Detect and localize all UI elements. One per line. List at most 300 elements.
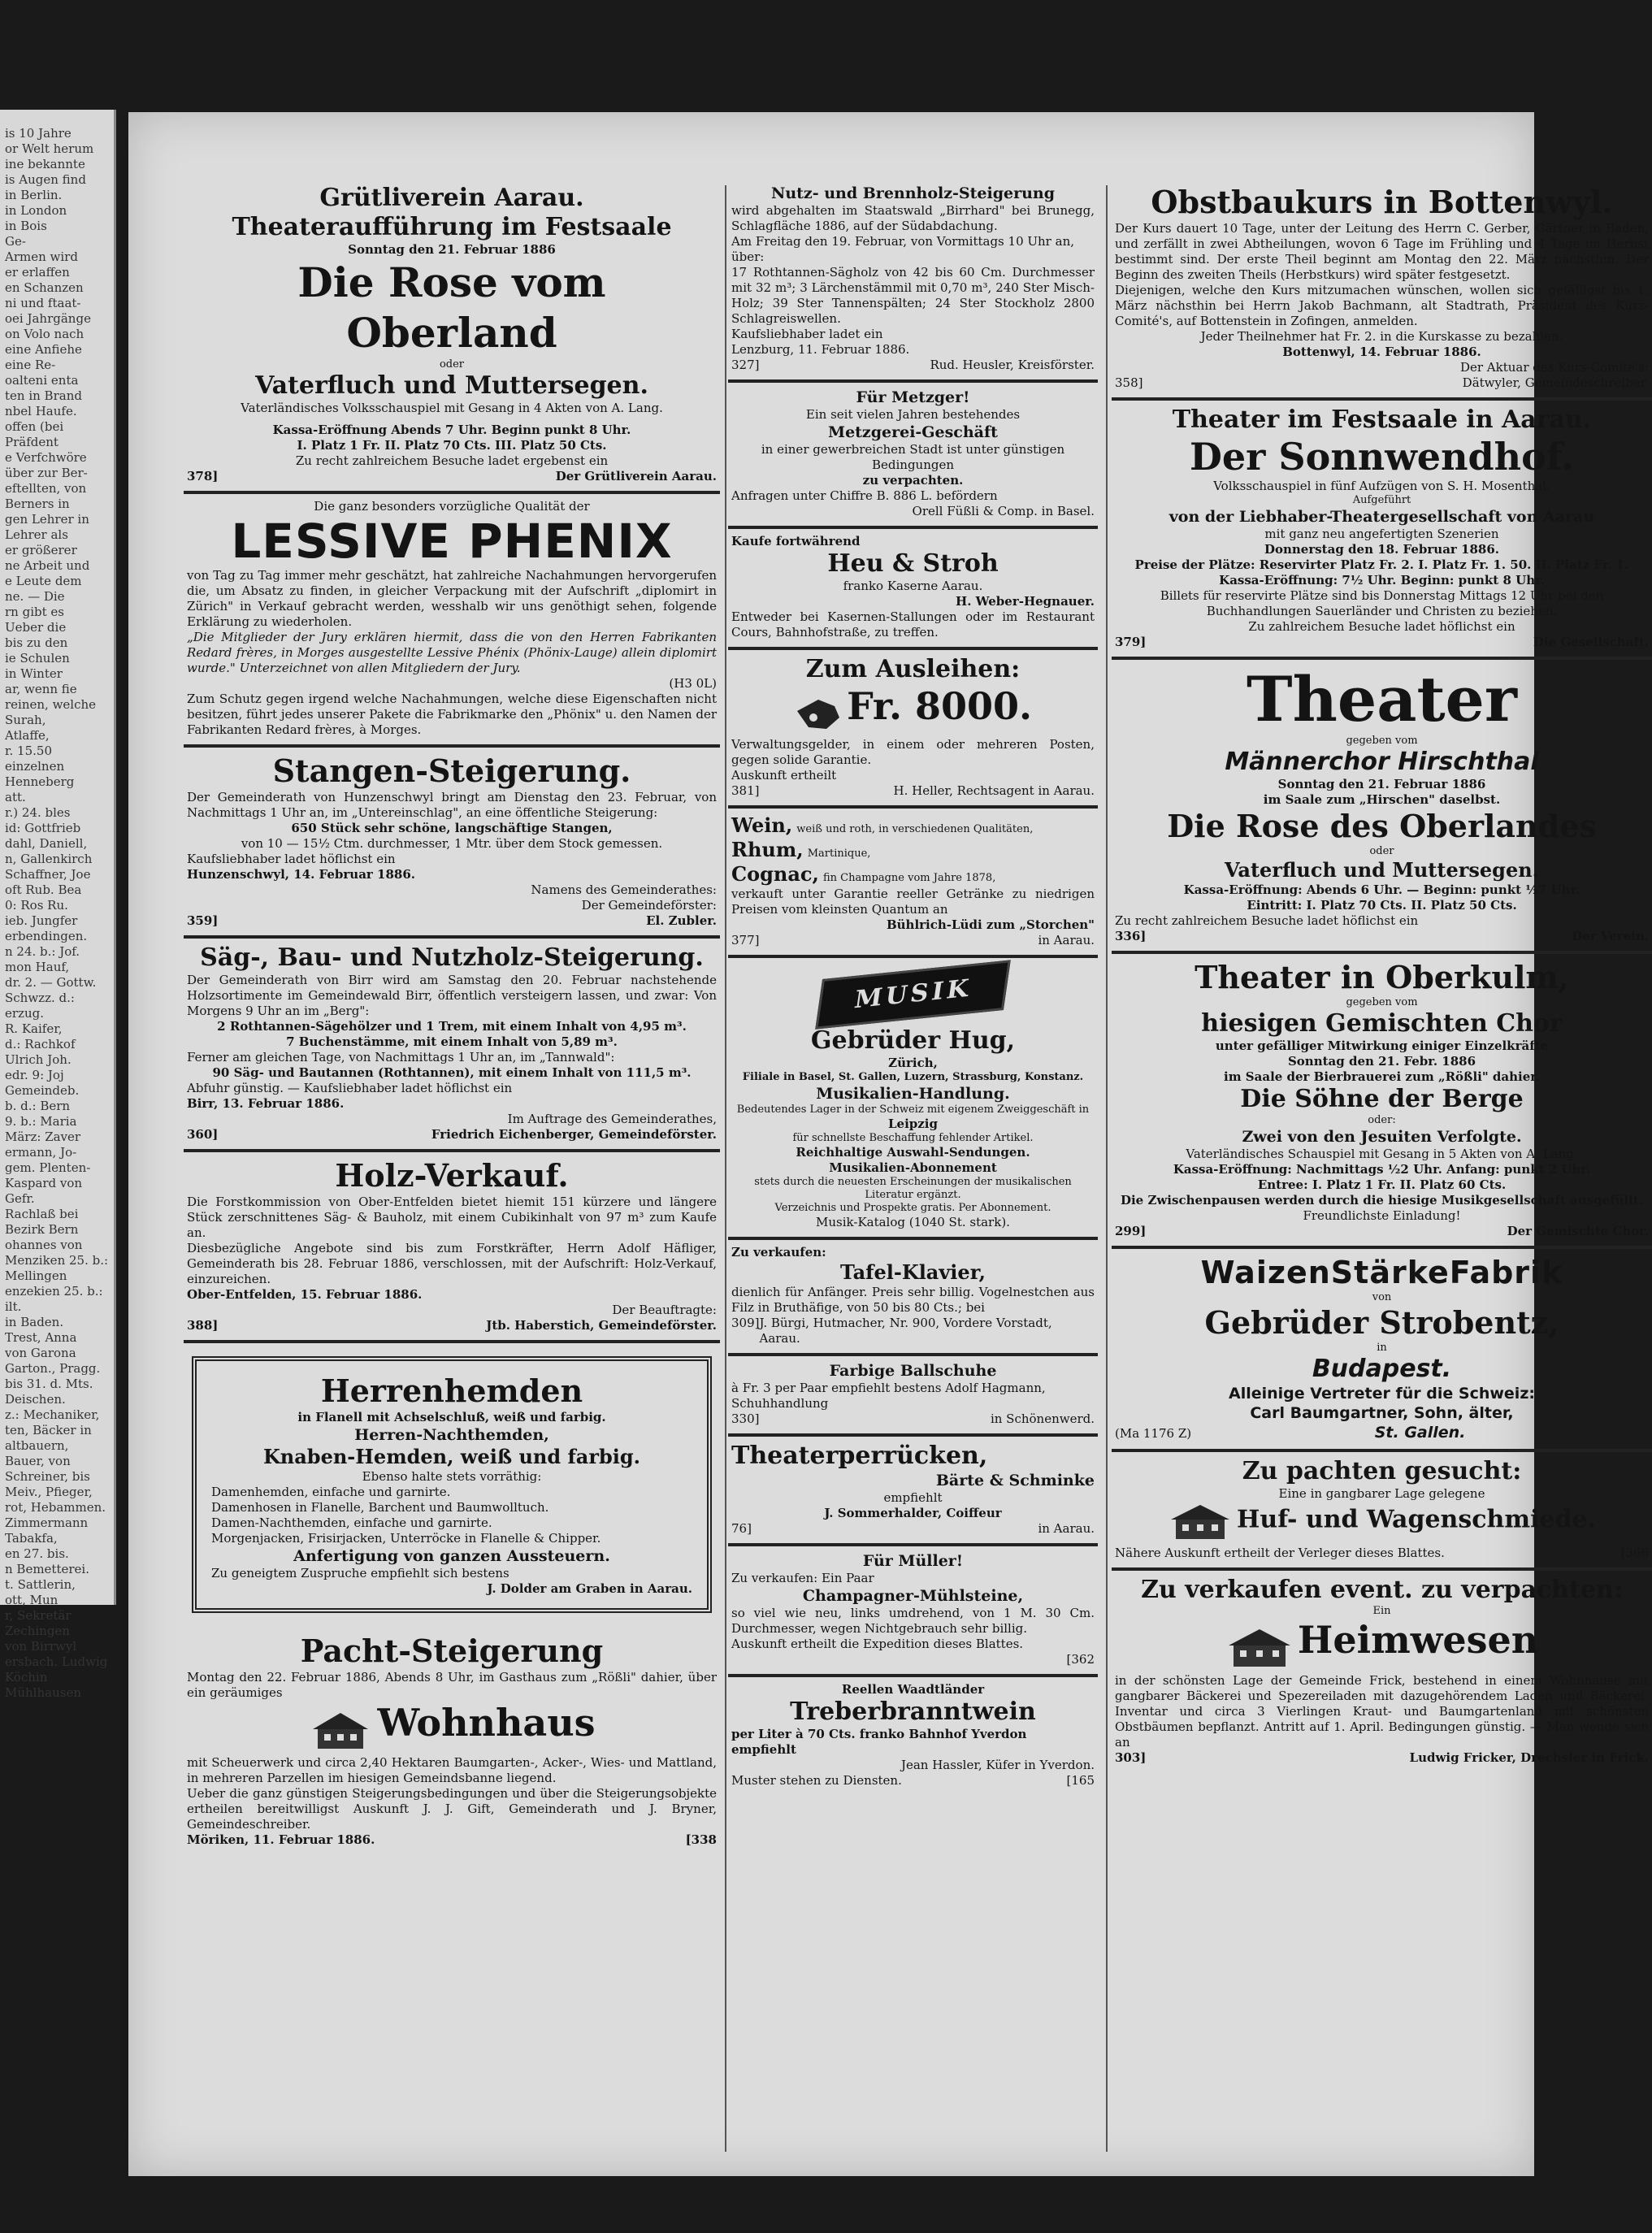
ad-signer: J. Bürgi, Hutmacher, Nr. 900, Vordere Vorstadt, Aarau. xyxy=(759,1315,1052,1346)
prev-page-fragment: Gefr. xyxy=(5,1191,35,1206)
prev-page-fragment: in Winter xyxy=(5,666,63,681)
hand-icon xyxy=(794,695,843,737)
ad-title: Pacht-Steigerung xyxy=(300,1632,604,1669)
ad-agent-city: St. Gallen. xyxy=(1374,1424,1466,1442)
ad-by: Männerchor Hirschthal xyxy=(1225,748,1539,776)
ad-invite: Abfuhr günstig. — Kaufsliebhaber ladet höflichst ein xyxy=(187,1081,513,1095)
ad-signer: J. Dolder am Graben in Aarau. xyxy=(487,1581,692,1596)
ad-city: Zürich, xyxy=(888,1055,938,1070)
prev-page-fragment: bis 31. d. Mts. xyxy=(5,1377,93,1391)
ad-title: WaizenStärkeFabrik xyxy=(1200,1255,1563,1290)
ad-signer: Friedrich Eichenberger, Gemeindeförster. xyxy=(431,1127,717,1142)
prev-page-fragment: n, Gallenkirch xyxy=(5,852,93,866)
prev-page-fragment: nbel Haufe. xyxy=(5,404,77,418)
prev-page-fragment: eftellten, von xyxy=(5,481,87,496)
ad-play: Die Söhne der Berge xyxy=(1240,1085,1524,1113)
prev-page-fragment: in Berlin. xyxy=(5,188,63,202)
ad-times: Kassa-Eröffnung: 7½ Uhr. Beginn: punkt 8 Uhr. xyxy=(1219,573,1545,588)
ad-sub: Bärte & Schminke xyxy=(935,1471,1095,1489)
ad-rep: Alleinige Vertreter für die Schweiz: xyxy=(1229,1385,1535,1403)
prev-page-fragment: b. d.: Bern xyxy=(5,1099,71,1113)
prev-page-fragment: eine Re- xyxy=(5,358,56,372)
ad-body: Entweder bei Kasernen-Stallungen oder im Restaurant Cours, Bahnhofstraße, zu treffen. xyxy=(731,609,1095,640)
prev-page-fragment: Menziken 25. b.: xyxy=(5,1253,109,1268)
ad-ausleihen xyxy=(728,650,1098,809)
ad-line: Musikalien-Abonnement xyxy=(829,1160,997,1175)
ad-body: Der Gemeinderath von Birr wird am Samstag den 20. Februar nachstehende Holzsortimente im Gemeindewald Birr, öffentlich versteigern lassen, und zwar: Von Morgens 9 Uhr an im „Berg": xyxy=(187,973,717,1018)
previous-page-edge xyxy=(0,110,116,1700)
prev-page-fragment: ersbach. Ludwig xyxy=(5,1654,108,1669)
ad-body2: in einer gewerbreichen Stadt ist unter günstigen Bedingungen xyxy=(761,442,1065,472)
ad-number: 327] xyxy=(731,358,760,372)
ad-invite: Zu recht zahlreichem Besuche ladet ergebenst ein xyxy=(295,453,609,468)
ad-billets: Billets für reservirte Plätze sind bis Donnerstag Mittags 12 Uhr bei den Buchhandlungen Sauerländer und Christen zu beziehen. xyxy=(1160,588,1604,618)
ad-place: im Saale der Bierbrauerei zum „Rößli" dahier. xyxy=(1224,1069,1540,1084)
ad-pause: Die Zwischenpausen werden durch die hiesige Musikgesellschaft ausgefüllt. xyxy=(1120,1193,1644,1208)
ad-line: Montag den 22. Februar 1886, Abends 8 Uhr, im Gasthaus zum „Rößli" dahier, über ein geräumiges xyxy=(187,1670,717,1700)
ad-lessive-phenix xyxy=(184,494,720,748)
ad-play: Die Rose des Oberlandes xyxy=(1167,808,1597,844)
ad-signer: Orell Füßli & Comp. in Basel. xyxy=(912,504,1095,518)
prev-page-fragment: ten, Bäcker in xyxy=(5,1423,92,1437)
ad-title: Theater in Oberkulm, xyxy=(1195,959,1569,995)
column-1 xyxy=(184,179,720,1854)
ad-pacht-steigerung xyxy=(184,1628,720,1854)
ad-place: Bottenwyl, 14. Februar 1886. xyxy=(1282,345,1481,359)
ad-place: in Schönenwerd. xyxy=(990,1411,1095,1426)
ad-line: Leipzig xyxy=(888,1116,938,1131)
ad-title: Tafel-Klavier, xyxy=(840,1260,986,1284)
prev-page-fragment: 0: Ros Ru. xyxy=(5,898,68,913)
ad-prices: Entree: I. Platz 1 Fr. II. Platz 60 Cts. xyxy=(1257,1177,1507,1192)
prev-page-fragment: Bauer, von xyxy=(5,1454,71,1468)
ad-body: Der Kurs dauert 10 Tage, unter der Leitung des Herrn C. Gerber, Gärtner in Baden, und zerfällt in zwei Abtheilungen, wovon 6 Tage im Frühling und 4 Tage im Herbst bestimmt sind. Der erste Theil beginnt am Montag den 22. März nächsthin. Der Beginn des zweiten Theils (Herbstkurs) wird später festgesetzt. xyxy=(1115,221,1649,282)
ad-title: Stangen-Steigerung. xyxy=(272,752,631,789)
prev-page-fragment: von Birrwyl xyxy=(5,1639,77,1654)
ad-invite: Freundlichste Einladung! xyxy=(1303,1208,1461,1223)
ad-invite: Zu recht zahlreichem Besuche ladet höflichst ein xyxy=(1115,913,1419,928)
prev-page-fragment: r. 15.50 xyxy=(5,744,53,758)
prev-page-fragment: Schreiner, bis xyxy=(5,1469,90,1484)
ad-number: 358] xyxy=(1115,375,1143,390)
ad-big: Wohnhaus xyxy=(377,1701,596,1745)
prev-page-fragment: dr. 2. — Gottw. xyxy=(5,975,97,990)
ad-prices: Eintritt: I. Platz 70 Cts. II. Platz 50 Cts. xyxy=(1247,898,1517,913)
ad-number: 381] xyxy=(731,783,760,798)
prev-page-fragment: Armen wird xyxy=(5,249,78,264)
prev-page-fragment: id: Gottfrieb xyxy=(5,821,81,835)
prev-page-fragment: 9. b.: Maria xyxy=(5,1114,77,1129)
ad-line: Ueber die ganz günstigen Steigerungsbedingungen und über die Steigerungsobjekte ertheilen bereitwilligst Auskunft J. J. Gift, Gemeinderath und J. Bryner, Gemeindeschreiber. xyxy=(187,1785,717,1832)
house-icon xyxy=(308,1710,373,1755)
prev-page-fragment: Mellingen xyxy=(5,1268,67,1283)
prev-page-fragment: Trest, Anna xyxy=(5,1330,77,1345)
ad-title: Holz-Verkauf. xyxy=(335,1157,569,1194)
ad-line: Bedeutendes Lager in der Schweiz mit eigenem Zweiggeschäft in xyxy=(736,1103,1090,1116)
ad-lead: Die ganz besonders vorzügliche Qualität der xyxy=(314,499,590,514)
ad-title: Theater xyxy=(1247,663,1517,735)
ad-times: Kassa-Eröffnung: Abends 6 Uhr. — Beginn: punkt ½7 Uhr. xyxy=(1183,882,1580,897)
ad-sonnwendhof xyxy=(1112,401,1652,660)
ad-date: Donnerstag den 18. Februar 1886. xyxy=(1264,542,1500,557)
prev-page-fragment: Mühlhausen xyxy=(5,1685,81,1700)
column-rule xyxy=(725,185,726,2152)
ad-line: Morgenjacken, Frisirjacken, Unterröcke in Flanelle & Chipper. xyxy=(211,1531,601,1546)
house-icon xyxy=(1168,1502,1233,1546)
ad-number: [366 xyxy=(1620,1546,1649,1560)
ad-number: 303] xyxy=(1115,1750,1147,1765)
prev-page-fragment: Surah, xyxy=(5,713,46,727)
house-icon xyxy=(1225,1626,1294,1673)
ad-branches: Filiale in Basel, St. Gallen, Luzern, Strassburg, Konstanz. xyxy=(742,1070,1084,1083)
prev-page-fragment: en 27. bis. xyxy=(5,1546,69,1561)
ad-amount: Fr. 8000. xyxy=(847,684,1033,728)
prev-page-fragment: r.) 24. bles xyxy=(5,805,71,820)
prev-page-fragment: is Augen find xyxy=(5,172,86,187)
prev-page-fragment: Henneberg xyxy=(5,774,75,789)
ad-emp: empfiehlt xyxy=(883,1489,943,1505)
ad-number: [165 xyxy=(1066,1772,1095,1788)
ad-item: 2 Rothtannen-Sägehölzer und 1 Trem, mit einem Inhalt von 4,95 m³. xyxy=(217,1019,687,1034)
ad-title: Für Müller! xyxy=(862,1551,964,1570)
ad-place: Möriken, 11. Februar 1886. xyxy=(187,1832,375,1847)
ad-invite: Zu zahlreichem Besuche ladet höflichst ein xyxy=(1248,619,1515,634)
prev-page-fragment: ne. — Die xyxy=(5,589,65,604)
ad-org: Grütliverein Aarau. xyxy=(319,184,584,212)
ad-big: Heimwesen xyxy=(1297,1618,1539,1662)
ad-big: Musikalien-Handlung. xyxy=(816,1084,1010,1103)
ad-head: Theater im Festsaale in Aarau. xyxy=(1172,405,1592,434)
ad-body3: Anfragen unter Chiffre B. 886 L. befördern xyxy=(731,488,998,503)
ad-ref: (H3 0L) xyxy=(669,676,717,691)
ad-line: Verzeichnis und Prospekte gratis. Per Abonnement. xyxy=(774,1201,1051,1214)
ad-title: Zu pachten gesucht: xyxy=(1242,1457,1522,1485)
ad-number: 378] xyxy=(187,469,219,483)
ad-number: [338 xyxy=(685,1832,717,1847)
ad-body: Verwaltungsgelder, in einem oder mehreren Posten, gegen solide Garantie. xyxy=(731,736,1095,767)
ad-place: in Aarau. xyxy=(1038,932,1095,947)
ad-title: Obstbaukurs in Bottenwyl. xyxy=(1151,184,1613,220)
prev-page-fragment: ott, Mun xyxy=(5,1593,59,1607)
ad-sub: Zwei von den Jesuiten Verfolgte. xyxy=(1242,1128,1522,1146)
ad-title: Für Metzger! xyxy=(856,388,970,406)
ad-line: für schnellste Beschaffung fehlender Artikel. xyxy=(792,1131,1034,1144)
ad-sig1: Im Auftrage des Gemeinderathes, xyxy=(507,1112,717,1126)
ad-gebrueder-hug xyxy=(728,958,1098,1240)
ad-date: Sonntag den 21. Februar 1886 xyxy=(348,242,556,257)
prev-page-fragment: ieb. Jungfer xyxy=(5,913,78,928)
ad-place: Ober-Entfelden, 15. Februar 1886. xyxy=(187,1287,423,1302)
ad-invite: Kaufsliebhaber ladet ein xyxy=(731,327,883,341)
ad-place: Lenzburg, 11. Februar 1886. xyxy=(731,342,910,357)
prev-page-fragment: Kaspard von xyxy=(5,1176,83,1190)
ad-number: 330] xyxy=(731,1411,760,1426)
ad-foot: Nähere Auskunft ertheilt der Verleger dieses Blattes. xyxy=(1115,1546,1445,1560)
ad-signer: Bühlrich-Lüdi zum „Storchen" xyxy=(886,917,1095,932)
ad-city: Budapest. xyxy=(1312,1355,1452,1383)
prev-page-fragment: R. Kaifer, xyxy=(5,1021,63,1036)
ad-ref: (Ma 1176 Z) xyxy=(1115,1426,1192,1441)
ad-title: Zu verkaufen event. zu verpachten: xyxy=(1141,1576,1623,1604)
ad-line: Musik-Katalog (1040 St. stark). xyxy=(816,1214,1010,1229)
ad-title: LESSIVE PHENIX xyxy=(231,514,673,569)
ad-wine: Wein, xyxy=(731,813,793,837)
musik-box-icon xyxy=(815,960,1011,1029)
ad-lead: Reellen Waadtländer xyxy=(841,1681,985,1697)
prev-page-fragment: z.: Mechaniker, xyxy=(5,1407,100,1422)
ad-title: Farbige Ballschuhe xyxy=(829,1361,997,1380)
ad-foot: Muster stehen zu Diensten. xyxy=(731,1772,902,1788)
prev-page-fragment: ar, wenn fie xyxy=(5,682,77,696)
ad-body: Ein seit vielen Jahren bestehendes xyxy=(805,407,1021,422)
ad-number: 359] xyxy=(187,913,219,928)
prev-page-fragment: r, Sekretär xyxy=(5,1608,72,1623)
ad-signer: H. Weber-Hegnauer. xyxy=(956,594,1095,609)
ad-item: 7 Buchenstämme, mit einem Inhalt von 5,89 m³. xyxy=(286,1034,618,1049)
ad-sig1: Der Beauftragte: xyxy=(612,1303,717,1317)
ad-body: Der Gemeinderath von Hunzenschwyl bringt am Dienstag den 23. Februar, von Nachmittags 1 Uhr an, im „Untereinschlag", an eine öffentliche Steigerung: xyxy=(187,790,717,820)
ad-play: Die Rose vom Oberland xyxy=(297,258,606,357)
prev-page-fragment: Rachlaß bei xyxy=(5,1207,79,1221)
prev-page-fragment: on Volo nach xyxy=(5,327,85,341)
ad-theaterperruecken xyxy=(728,1437,1098,1546)
ad-line: Damenhosen in Flanelle, Barchent und Baumwolltuch. xyxy=(211,1500,549,1515)
ad-oder: oder xyxy=(1369,845,1394,857)
ad-wagenschmiede xyxy=(1112,1452,1652,1571)
ad-number: 379] xyxy=(1115,635,1147,649)
ad-body2: Diejenigen, welche den Kurs mitzumachen wünschen, wollen sich gefälligst bis 1. März nächsthin bei Herrn Jakob Bachmann, alt Stadtrath, Präsident des Kurs-Comité's, auf Bottenstein in Zofingen, anmelden. xyxy=(1115,283,1649,328)
ad-title: Treberbranntwein xyxy=(790,1697,1036,1726)
ad-signer: Rud. Heusler, Kreisförster. xyxy=(930,358,1095,372)
prev-page-fragment: Präfdent xyxy=(5,435,59,449)
prev-page-fragment: ermann, Jo- xyxy=(5,1145,77,1160)
prev-page-fragment: einzelnen xyxy=(5,759,65,774)
ad-quote: „Die Mitglieder der Jury erklären hiermit, dass die von den Herren Fabrikanten Redard frères, in Morges ausgestellte Lessive Phénix (Phönix-Lauge) allein diplomirt wurde." Unterzeichnet von allen Mitgliedern der Jury. xyxy=(187,630,717,675)
prev-page-fragment: erbendingen. xyxy=(5,929,88,943)
ad-number: 360] xyxy=(187,1127,219,1142)
ad-cognac-desc: fin Champagne vom Jahre 1878, xyxy=(822,871,996,884)
prev-page-fragment: Ulrich Joh. xyxy=(5,1052,72,1067)
ad-genre: Vaterländisches Schauspiel mit Gesang in 5 Akten von A. Lang. xyxy=(1186,1147,1578,1161)
ad-tail: Zum Schutz gegen irgend welche Nachahmungen, welche diese Eigenschaften nicht besitzen, führt jedes unserer Pakete die Fabrikmarke den „Phönix" u. den Namen der Fabrikanten Redard frères, à Morges. xyxy=(187,692,717,737)
prev-page-fragment: Lehrer als xyxy=(5,527,68,542)
ad-body: à Fr. 3 per Paar empfiehlt bestens Adolf Hagmann, Schuhhandlung xyxy=(731,1380,1046,1411)
ad-theater-oberkulm xyxy=(1112,954,1652,1249)
ad-nutzholz xyxy=(728,179,1098,383)
ad-name: Gebrüder Strobentz, xyxy=(1204,1304,1559,1341)
ad-body3: Jeder Theilnehmer hat Fr. 2. in die Kurskasse zu bezahlen. xyxy=(1200,329,1563,344)
prev-page-fragment: eine Anfiehe xyxy=(5,342,82,357)
prev-page-fragment: dahl, Daniell, xyxy=(5,836,88,851)
ad-given: gegeben vom xyxy=(1346,996,1418,1008)
prev-page-fragment: ni und ftaat- xyxy=(5,296,81,310)
ad-signer: Ludwig Fricker, Drechsler in Frick. xyxy=(1409,1750,1649,1765)
prev-page-fragment: e Leute dem xyxy=(5,574,82,588)
ad-line: Ebenso halte stets vorräthig: xyxy=(362,1469,542,1484)
ad-number: [362 xyxy=(1066,1651,1095,1667)
ad-body: in der schönsten Lage der Gemeinde Frick, bestehend in einem Wohnhause mit gangbarer Bäckerei und Spezereiladen mit dazugehörendem Laden und Bäckerei-Inventar und circa 3 Vierlingen Kraut- und Baumgartenland mit schönsten Obstbäumen bepflanzt. Antritt auf 1. April. Bedingungen günstig. — Man wende sich an xyxy=(1115,1672,1649,1750)
prev-page-fragment: oei Jahrgänge xyxy=(5,311,91,326)
ad-place: Hunzenschwyl, 14. Februar 1886. xyxy=(187,867,416,882)
ad-mueller xyxy=(728,1546,1098,1677)
ad-date: Sonntag den 21. Februar 1886 xyxy=(1277,777,1486,791)
ad-by: von der Liebhaber-Theatergesellschaft von Aarau xyxy=(1169,508,1595,526)
ad-line: mit Scheuerwerk und circa 2,40 Hektaren Baumgarten-, Acker-, Wies- und Mattland, in mehreren Parzellen im hiesigen Gemeindsbanne liegend. xyxy=(187,1754,717,1785)
ad-item: Ferner am gleichen Tage, von Nachmittags 1 Uhr an, im „Tannwald": xyxy=(187,1050,615,1064)
ad-place: Birr, 13. Februar 1886. xyxy=(187,1096,345,1111)
ad-body2: Auskunft ertheilt die Expedition dieses Blattes. xyxy=(731,1636,1024,1651)
prev-page-fragment: d.: Rachkof xyxy=(5,1037,76,1051)
ad-item: 650 Stück sehr schöne, langschäftige Stangen, xyxy=(291,821,613,835)
ad-signer: Die Gesellschaft. xyxy=(1533,635,1649,649)
prev-page-fragment: en Schanzen xyxy=(5,280,84,295)
ad-body: Die Forstkommission von Ober-Entfelden bietet hiemit 151 kürzere und längere Stück zerschnittenes Säg- & Bauholz, mit einem Cubikinhalt von 97 m³ zum Kaufe an. xyxy=(187,1195,717,1240)
prev-page-fragment: Ge- xyxy=(5,234,26,249)
ad-mit: unter gefälliger Mitwirkung einiger Einzelkräfte xyxy=(1215,1038,1549,1053)
prev-page-fragment: Tabakfa, xyxy=(5,1531,58,1546)
ad-invite: Auskunft ertheilt xyxy=(731,767,837,783)
ad-place: im Saale zum „Hirschen" daselbst. xyxy=(1263,792,1501,807)
prev-page-fragment: in Bois xyxy=(5,219,47,233)
ad-title: Heu & Stroh xyxy=(827,549,999,578)
ad-big: Metzgerei-Geschäft xyxy=(828,423,998,441)
ad-item: 90 Säg- und Bautannen (Rothtannen), mit einem Inhalt von 111,5 m³. xyxy=(212,1065,692,1080)
prev-page-fragment: e Verfchwöre xyxy=(5,450,87,465)
ad-line: Zu geneigtem Zuspruche empfiehlt sich bestens xyxy=(211,1566,509,1580)
prev-page-fragment: über zur Ber- xyxy=(5,466,88,480)
prev-page-fragment: Ueber die xyxy=(5,620,67,635)
prev-page-fragment: ne Arbeit und xyxy=(5,558,90,573)
prev-page-fragment: Gemeindeb. xyxy=(5,1083,80,1098)
prev-page-fragment: Köchin xyxy=(5,1670,48,1685)
ad-stangen-steigerung xyxy=(184,748,720,939)
prev-page-fragment: n 24. b.: Jof. xyxy=(5,944,80,959)
ad-prices: Preise der Plätze: Reservirter Platz Fr. 2. I. Platz Fr. 1. 50. II. Platz Fr. 1. xyxy=(1134,557,1629,572)
prev-page-fragment: erzug. xyxy=(5,1006,44,1021)
ad-times: Kassa-Eröffnung: Nachmittags ½2 Uhr. Anfang: punkt 2 Uhr. xyxy=(1173,1162,1591,1177)
ad-wein xyxy=(728,809,1098,958)
ad-tafel-klavier xyxy=(728,1240,1098,1356)
prev-page-fragment: ten in Brand xyxy=(5,388,82,403)
ad-signer: Der Grütliverein Aarau. xyxy=(555,469,717,483)
prev-page-fragment: gem. Plenten- xyxy=(5,1160,91,1175)
ad-wine-desc: weiß und roth, in verschiedenen Qualitäten, xyxy=(796,822,1034,835)
ad-title: Säg-, Bau- und Nutzholz-Steigerung. xyxy=(200,943,704,972)
ad-signer: J. Sommerhalder, Coiffeur xyxy=(824,1505,1002,1520)
prev-page-fragment: enzekien 25. b.: xyxy=(5,1284,103,1299)
column-2 xyxy=(728,179,1098,1795)
prev-page-fragment: Berners in xyxy=(5,496,70,511)
prev-page-fragment: er erlaffen xyxy=(5,265,70,280)
ad-number: 309] xyxy=(731,1315,760,1330)
ad-heu-stroh xyxy=(728,529,1098,650)
prev-page-fragment: Zimmermann xyxy=(5,1515,89,1530)
ad-number: 377] xyxy=(731,932,760,947)
box-label: MUSIK xyxy=(852,973,974,1014)
ad-invite: Kaufsliebhaber ladet höflichst ein xyxy=(187,852,396,866)
prev-page-fragment: Atlaffe, xyxy=(5,728,50,743)
ad-place: franko Kaserne Aarau. xyxy=(843,579,983,593)
prev-page-fragment: altbauern, xyxy=(5,1438,69,1453)
ad-ballschuhe xyxy=(728,1356,1098,1437)
ad-date: Sonntag den 21. Febr. 1886 xyxy=(1287,1054,1476,1069)
ad-body: per Liter à 70 Cts. franko Bahnhof Yverdon empfiehlt xyxy=(731,1726,1027,1757)
prev-page-fragment: Meiv., Pfieger, xyxy=(5,1485,93,1499)
ad-number: 76] xyxy=(731,1520,752,1536)
ad-agent: Carl Baumgartner, Sohn, älter, xyxy=(1250,1404,1514,1422)
prev-page-fragment: ine bekannte xyxy=(5,157,85,171)
ad-prices: I. Platz 1 Fr. II. Platz 70 Cts. III. Platz 50 Cts. xyxy=(297,438,607,453)
prev-page-fragment: Deischen. xyxy=(5,1392,66,1407)
ad-sig1: Namens des Gemeinderathes: xyxy=(531,882,717,897)
prev-page-fragment: mon Hauf, xyxy=(5,960,70,974)
prev-page-fragment: is 10 Jahre xyxy=(5,126,72,141)
prev-page-fragment: in Baden. xyxy=(5,1315,64,1329)
prev-page-fragment: ie Schulen xyxy=(5,651,70,666)
ad-body2: Am Freitag den 19. Februar, von Vormittags 10 Uhr an, über: xyxy=(731,234,1074,264)
ad-line: Damen-Nachthemden, einfache und garnirte. xyxy=(211,1515,492,1530)
ad-signer: Jtb. Haberstich, Gemeindeförster. xyxy=(486,1318,717,1333)
ad-title: Gebrüder Hug, xyxy=(810,1025,1016,1055)
ad-body2: Diesbezügliche Angebote sind bis zum Forstkräfter, Herrn Adolf Häfliger, Gemeinderath bis 28. Februar 1886, verschlossen, mit der Aufschrift: Holz-Verkauf, einzureichen. xyxy=(187,1241,717,1286)
ad-rum: Rhum, xyxy=(731,837,804,861)
column-rule xyxy=(1106,185,1108,2152)
prev-page-fragment: t. Sattlerin, xyxy=(5,1577,76,1592)
ad-waizenstaerke xyxy=(1112,1249,1652,1452)
ad-number: 299] xyxy=(1115,1224,1147,1238)
ad-genre: Volksschauspiel in fünf Aufzügen von S. H. Mosenthal. xyxy=(1213,479,1550,493)
prev-page-fragment: oft Rub. Bea xyxy=(5,882,82,897)
prev-page-fragment: reinen, welche xyxy=(5,697,97,712)
ad-sig: Der Aktuar des Kurs-Comité's: xyxy=(1459,360,1649,375)
ad-items: 17 Rothtannen-Sägholz von 42 bis 60 Cm. Durchmesser mit 32 m³; 3 Lärchenstämmil mit 0,70 m³, 240 Ster Misch-Holz; 39 Ster Tannenspälten; 24 Ster Stockholz 2800 Schlagreiswellen. xyxy=(731,265,1095,326)
ad-lead: Kaufe fortwährend xyxy=(731,534,861,548)
ad-by: hiesigen Gemischten Chor xyxy=(1201,1009,1563,1038)
ad-big: Huf- und Wagenschmiede. xyxy=(1237,1505,1597,1534)
ad-body: dienlich für Anfänger. Preis sehr billig. Vogelnestchen aus Filz in Bruthäfige, von 50 bis 80 Cts.; bei xyxy=(731,1284,1095,1315)
ad-title: Nutz- und Brennholz-Steigerung xyxy=(770,184,1056,202)
ad-auf: Aufgeführt xyxy=(1352,494,1411,506)
ad-metzger xyxy=(728,383,1098,529)
ad-line: Knaben-Hemden, weiß und farbig. xyxy=(262,1445,641,1468)
ad-signer: Der Gemischte Chor. xyxy=(1507,1224,1649,1238)
ad-number: 336] xyxy=(1115,929,1147,943)
ad-signer: Der Verein. xyxy=(1572,929,1649,943)
ad-signer: Dätwyler, Gemeindeschreiber. xyxy=(1462,375,1649,390)
prev-page-fragment: or Welt herum xyxy=(5,141,94,156)
ad-given: gegeben vom xyxy=(1346,735,1418,747)
prev-page-fragment: Garton., Pragg. xyxy=(5,1361,101,1376)
prev-page-fragment: er größerer xyxy=(5,543,77,557)
ad-treberbranntwein xyxy=(728,1677,1098,1795)
column-3 xyxy=(1112,179,1652,1772)
ad-cognac: Cognac, xyxy=(731,861,819,886)
ad-heimwesen xyxy=(1112,1571,1652,1772)
ad-title: Zum Ausleihen: xyxy=(805,655,1021,683)
ad-body: wird abgehalten im Staatswald „Birrhard" bei Brunegg, Schlagfläche 1886, auf der Südabdachung. xyxy=(731,203,1095,233)
prev-page-fragment: März: Zaver xyxy=(5,1130,81,1144)
ad-rum-desc: Martinique, xyxy=(807,847,871,860)
ad-big2: zu verpachten. xyxy=(862,473,964,488)
ad-line: Reichhaltige Auswahl-Sendungen. xyxy=(796,1144,1030,1160)
ad-oder: oder: xyxy=(1368,1114,1396,1126)
ad-herrenhemden xyxy=(184,1343,720,1628)
ad-item2: von 10 — 15½ Ctm. durchmesser, 1 Mtr. über dem Stock gemessen. xyxy=(241,836,663,851)
ad-line: Damenhemden, einfache und garnirte. xyxy=(211,1485,451,1499)
prev-page-fragment: ilt. xyxy=(5,1299,22,1314)
ad-times: Kassa-Eröffnung Abends 7 Uhr. Beginn punkt 8 Uhr. xyxy=(272,423,631,437)
ad-big: Champagner-Mühlsteine, xyxy=(802,1586,1024,1605)
